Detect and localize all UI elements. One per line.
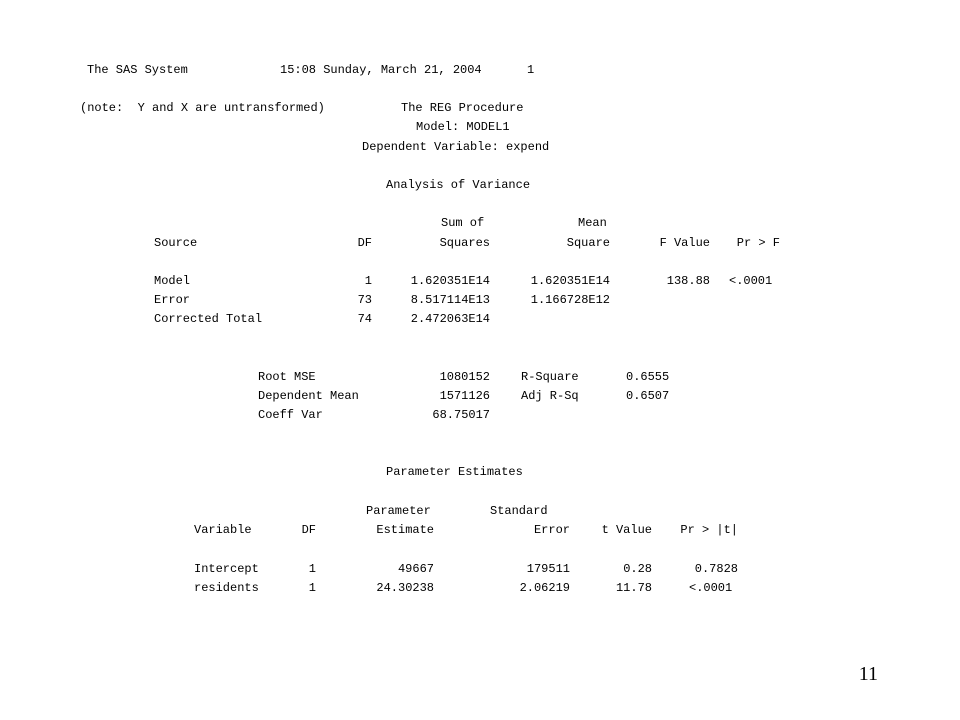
sas-system-title: The SAS System [87, 63, 188, 77]
procedure-title: The REG Procedure [401, 101, 524, 115]
anova-col-source: Source [154, 236, 198, 250]
anova-header-sumof: Sum of [441, 216, 485, 230]
table-cell-df: 73 [357, 293, 372, 307]
table-row-variable: residents [194, 581, 259, 595]
fit-value: 1080152 [439, 370, 490, 384]
params-header-parameter: Parameter [366, 504, 431, 518]
fit-value: 1571126 [439, 389, 490, 403]
fit-label: Root MSE [258, 370, 316, 384]
fit-value: 0.6555 [626, 370, 670, 384]
table-cell-squares: 2.472063E14 [410, 312, 490, 326]
anova-col-fvalue: F Value [659, 236, 710, 250]
params-col-estimate: Estimate [376, 523, 434, 537]
table-cell-tvalue: 11.78 [615, 581, 652, 595]
model-label: Model: MODEL1 [416, 120, 510, 134]
slide-number: 11 [858, 663, 878, 685]
output-page-number: 1 [527, 63, 535, 77]
params-col-df: DF [301, 523, 316, 537]
anova-col-prf: Pr > F [736, 236, 780, 250]
table-row-source: Model [154, 274, 191, 288]
table-cell-estimate: 49667 [397, 562, 434, 576]
fit-label: R-Square [521, 370, 579, 384]
table-cell-fvalue: 138.88 [666, 274, 710, 288]
table-row-source: Corrected Total [154, 312, 263, 326]
anova-title: Analysis of Variance [386, 178, 531, 192]
run-timestamp: 15:08 Sunday, March 21, 2004 [280, 63, 482, 77]
anova-col-df: DF [357, 236, 372, 250]
table-cell-square: 1.620351E14 [530, 274, 610, 288]
fit-value: 0.6507 [626, 389, 670, 403]
params-col-error: Error [533, 523, 570, 537]
fit-label: Dependent Mean [258, 389, 359, 403]
dependent-variable-label: Dependent Variable: expend [362, 140, 550, 154]
table-cell-prt: <.0001 [689, 581, 733, 595]
table-cell-df: 1 [364, 274, 372, 288]
anova-col-squares: Squares [439, 236, 490, 250]
table-cell-estimate: 24.30238 [376, 581, 434, 595]
table-cell-tvalue: 0.28 [623, 562, 652, 576]
table-cell-error: 2.06219 [519, 581, 570, 595]
table-cell-squares: 8.517114E13 [410, 293, 490, 307]
fit-label: Adj R-Sq [521, 389, 579, 403]
anova-col-square: Square [566, 236, 610, 250]
params-col-prt: Pr > |t| [680, 523, 738, 537]
table-cell-prf: <.0001 [729, 274, 773, 288]
table-cell-prt: 0.7828 [694, 562, 738, 576]
fit-value: 68.75017 [432, 408, 490, 422]
params-col-tvalue: t Value [601, 523, 652, 537]
fit-label: Coeff Var [258, 408, 323, 422]
table-cell-squares: 1.620351E14 [410, 274, 490, 288]
table-cell-df: 1 [308, 581, 316, 595]
table-row-variable: Intercept [194, 562, 259, 576]
table-row-source: Error [154, 293, 191, 307]
params-title: Parameter Estimates [386, 465, 523, 479]
note-text: (note: Y and X are untransformed) [80, 101, 325, 115]
table-cell-df: 74 [357, 312, 372, 326]
table-cell-square: 1.166728E12 [530, 293, 610, 307]
params-col-variable: Variable [194, 523, 252, 537]
table-cell-error: 179511 [526, 562, 570, 576]
anova-header-mean: Mean [578, 216, 607, 230]
params-header-standard: Standard [490, 504, 548, 518]
table-cell-df: 1 [308, 562, 316, 576]
